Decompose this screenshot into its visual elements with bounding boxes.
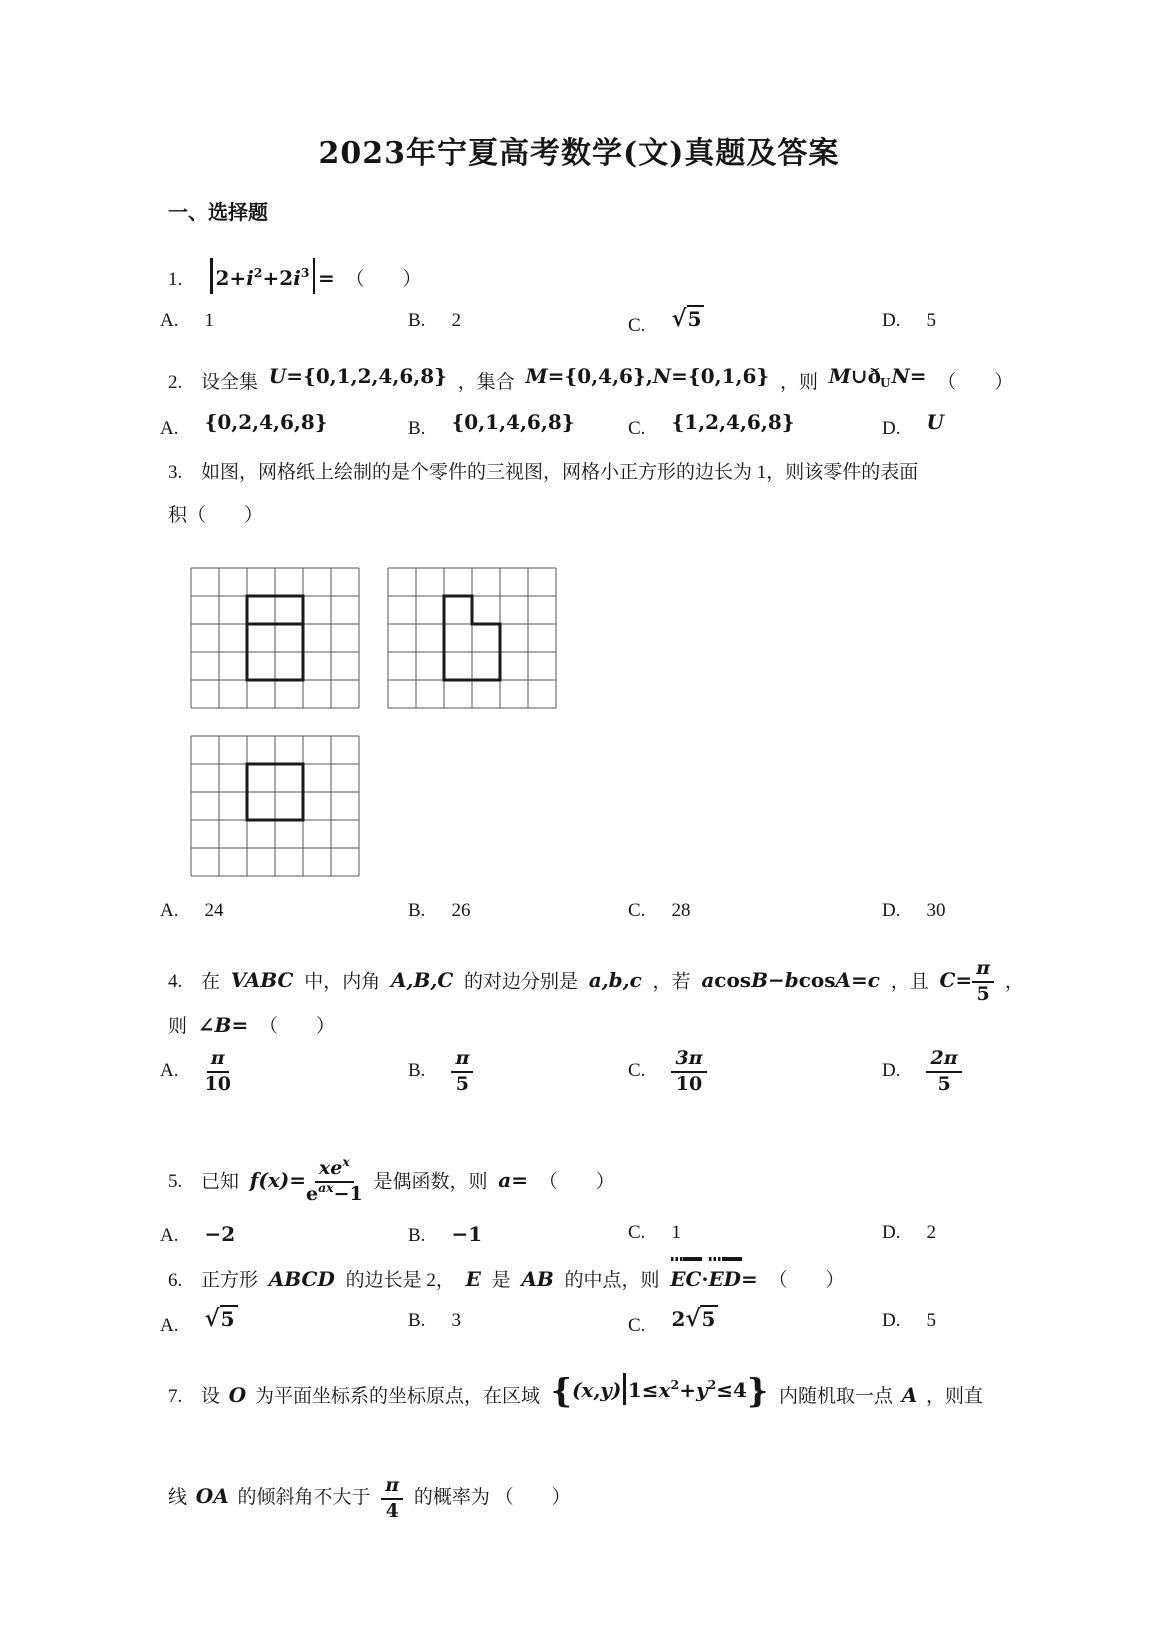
abs-bar-icon xyxy=(313,258,316,294)
option-d: D. 30 xyxy=(882,900,946,921)
question-number: 1. xyxy=(168,269,183,290)
q1-options xyxy=(0,305,1158,354)
fraction: $\frac{2\pi}{5}$ xyxy=(926,1048,961,1096)
question-3-line1: 3. 如图，网格纸上绘制的是个零件的三视图，网格小正方形的边长为 1，则该零件的表面 xyxy=(168,462,919,483)
angle-b: ∠B= xyxy=(197,1013,249,1037)
question-6: 6. 正方形 ABCD 的边长是 2， E 是 AB 的中点，则 EC· ED= （ ） xyxy=(168,1258,845,1296)
option-b: B. 3 xyxy=(408,1310,461,1331)
q6-options xyxy=(0,1305,1158,1354)
option-c: C. 28 xyxy=(628,900,691,921)
radical: √5 xyxy=(671,307,704,331)
vector-arrow-icon xyxy=(671,1257,702,1261)
option-a: A. −2 xyxy=(160,1222,236,1246)
q2-universal-set: U={0,1,2,4,6,8} xyxy=(268,364,448,388)
vector-ed: ED xyxy=(708,1264,741,1294)
question-7-line2: 线 OA 的倾斜角不大于 $\frac{\pi}{4}$ 的概率为 （ ） xyxy=(168,1474,571,1522)
question-number: 3. xyxy=(168,462,183,483)
page-title: 2023年宁夏高考数学(文)真题及答案 xyxy=(318,136,840,171)
option-d: D. 5 xyxy=(882,310,936,331)
q2-sets-mn: M={0,4,6},N={0,1,6} xyxy=(525,364,770,388)
left-brace: { xyxy=(550,1371,572,1410)
question-number: 7. xyxy=(168,1386,183,1407)
radical: 2√5 xyxy=(671,1307,718,1331)
option-a: A. √5 xyxy=(160,1310,238,1337)
abs-bar-icon xyxy=(210,258,213,294)
answer-blank: （ ） xyxy=(258,1016,335,1037)
question-number: 2. xyxy=(168,372,183,393)
q6-dot-product: EC· ED= xyxy=(670,1267,758,1291)
q2-union-complement: $M\cup ð_UN=$ xyxy=(828,364,927,390)
right-brace: } xyxy=(746,1371,769,1410)
top-view-grid xyxy=(190,735,360,877)
option-d: D. U xyxy=(882,410,944,439)
q4-equation: acosB−bcosA=c xyxy=(701,968,880,993)
answer-blank: （ ） xyxy=(937,372,1014,393)
answer-blank: （ ） xyxy=(494,1487,571,1509)
option-a: A. {0,2,4,6,8} xyxy=(160,410,328,439)
q2-options xyxy=(0,410,1158,459)
front-view-grid xyxy=(190,567,360,709)
option-c: C. 2√5 xyxy=(628,1310,718,1337)
q5-a-equals: a= xyxy=(498,1168,529,1193)
section-heading: 一、选择题 xyxy=(168,202,268,224)
three-view-figure xyxy=(160,530,800,895)
set-divider-bar-icon xyxy=(623,1373,626,1405)
option-c: C. 1 xyxy=(628,1222,681,1243)
q5-function: f(x)= $\frac{xe^x}{e^{ax}-1}$ xyxy=(249,1154,363,1205)
q3-options xyxy=(0,900,1158,944)
answer-blank: （ ） xyxy=(538,1171,615,1193)
q4-angle-c: C= $\frac{\pi}{5}$ xyxy=(939,968,994,992)
option-c: C. {1,2,4,6,8} xyxy=(628,410,795,439)
vector-arrow-icon xyxy=(709,1257,742,1261)
fraction: $\frac{3\pi}{10}$ xyxy=(671,1048,706,1096)
option-d: D. 5 xyxy=(882,1310,936,1331)
option-d: D. $\frac{2\pi}{5}$ xyxy=(882,1048,962,1096)
question-number: 4. xyxy=(168,971,183,993)
question-number: 5. xyxy=(168,1171,183,1193)
q4-options xyxy=(0,1048,1158,1112)
sqrt-icon: √ xyxy=(671,305,687,332)
question-3-line2: 积（ ） xyxy=(168,505,264,526)
side-view-grid xyxy=(387,567,557,709)
question-5: 5. 已知 f(x)= $\frac{xe^x}{e^{ax}-1}$ 是偶函数，则 a= （ ） xyxy=(168,1154,615,1205)
option-a: A. 1 xyxy=(160,310,214,331)
fraction: $\frac{xe^x}{e^{ax}-1}$ xyxy=(305,1154,363,1205)
question-1 xyxy=(168,258,422,296)
triangle-abc: VABC xyxy=(230,968,294,993)
question-7-line1: 7. 设 O 为平面坐标系的坐标原点，在区域 {(x,y) $1\le x^2+y^2\le 4$} 内随机取一点 A ，则直 xyxy=(168,1371,984,1410)
question-number: 6. xyxy=(168,1270,183,1291)
fraction: $\frac{\pi}{10}$ xyxy=(204,1047,231,1095)
option-d: D. 2 xyxy=(882,1222,936,1243)
question-2: 2. 设全集 U={0,1,2,4,6,8} ，集合 M={0,4,6},N={0,1,6} ，则 $M\cup ð_UN=$ （ ） xyxy=(168,364,1014,393)
sqrt-icon: √ xyxy=(685,1305,701,1332)
option-b: B. $\frac{\pi}{5}$ xyxy=(408,1048,473,1096)
question-4-line2: 则 ∠B= （ ） xyxy=(168,1013,335,1037)
option-c: C. $\frac{3\pi}{10}$ xyxy=(628,1048,707,1096)
fraction: $\frac{\pi}{4}$ xyxy=(381,1475,403,1523)
answer-blank: （ ） xyxy=(768,1270,845,1291)
option-b: B. 26 xyxy=(408,900,471,921)
radical: √5 xyxy=(204,1307,237,1331)
sqrt-icon: √ xyxy=(204,1305,220,1332)
option-b: B. 2 xyxy=(408,310,461,331)
question-4-line1: 4. 在 VABC 中，内角 A,B,C 的对边分别是 a,b,c ，若 acosB−bcosA=c ，且 C= $\frac{\pi}{5}$ ， xyxy=(168,957,1024,1005)
q1-formula: $2+i^2+2i^3$ = xyxy=(207,266,335,290)
option-a: A. 24 xyxy=(160,900,224,921)
option-c: C. √5 xyxy=(628,310,704,337)
vector-ec: EC xyxy=(670,1264,701,1294)
answer-blank: （ ） xyxy=(345,269,422,290)
fraction: $\frac{\pi}{5}$ xyxy=(972,958,994,1006)
option-a: A. $\frac{\pi}{10}$ xyxy=(160,1047,231,1095)
option-b: B. {0,1,4,6,8} xyxy=(408,410,575,439)
fraction: $\frac{\pi}{5}$ xyxy=(451,1048,473,1096)
option-b: B. −1 xyxy=(408,1222,483,1246)
q7-region-set: {(x,y) $1\le x^2+y^2\le 4$} xyxy=(550,1371,769,1410)
